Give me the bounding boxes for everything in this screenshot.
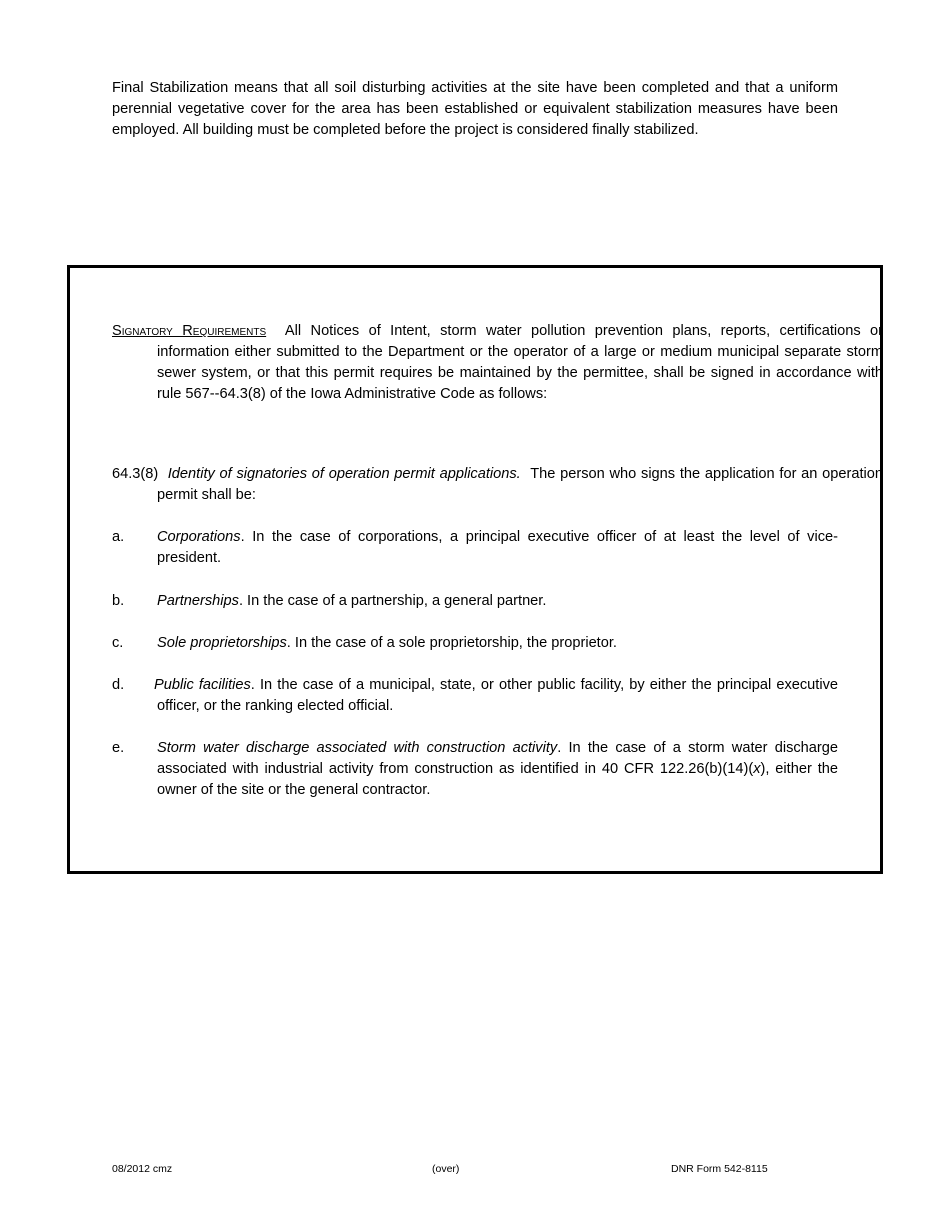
footer-date: 08/2012 cmz [112, 1163, 173, 1175]
list-item-d [112, 675, 838, 717]
list-item-term: Partnerships [157, 593, 239, 609]
rule-text: The person who signs the application for an operation permit shall be: [157, 466, 884, 503]
rule-title: Identity of signatories of operation permit applications. [167, 466, 521, 482]
list-item-letter: d. [112, 677, 125, 693]
list-item-a [112, 527, 838, 569]
list-item-e [112, 738, 838, 801]
rule-paragraph [112, 464, 883, 506]
signatory-intro-paragraph [112, 321, 883, 405]
footer-form-number: DNR Form 542-8115 [671, 1163, 768, 1175]
list-item-term: Sole proprietorships [157, 635, 287, 651]
rule-number: 64.3(8) [112, 466, 159, 482]
list-item-term: Storm water discharge associated with construction activity [157, 740, 558, 756]
list-item-text: . In the case of a storm water discharge associated with industrial activity from construction as identified in 40 CFR 122.26(b)(14)( [157, 740, 838, 777]
final-stabilization-paragraph: Final Stabilization means that all soil disturbing activities at the site have been completed and that a uniform perennial vegetative cover for the area has been established or equivalent stabilization measures have been employed. All building must be completed before the project is considered finally stabilized. [112, 80, 838, 138]
list-item-text-end: ), either the owner of the site or the general contractor. [157, 761, 838, 798]
list-item-term: Public facilities [154, 677, 251, 693]
list-item-text: . In the case of a municipal, state, or other public facility, by either the principal executive officer, or the ranking elected official. [157, 677, 838, 714]
list-item-b [112, 591, 838, 612]
signatory-heading: Signatory Requirements [112, 323, 267, 339]
list-item-text: . In the case of a partnership, a general partner. [238, 593, 547, 609]
list-item-term: Corporations [157, 529, 241, 545]
footer-over: (over) [432, 1163, 460, 1175]
list-item-letter: c. [112, 635, 124, 651]
list-item-text-italic: x [753, 761, 761, 777]
list-item-letter: a. [112, 529, 125, 545]
list-item-text: . In the case of corporations, a principal executive officer of at least the level of vice-president. [157, 529, 838, 566]
list-item-letter: e. [112, 740, 125, 756]
list-item-c [112, 633, 838, 654]
list-item-letter: b. [112, 593, 125, 609]
list-item-text: . In the case of a sole proprietorship, the proprietor. [286, 635, 617, 651]
signatory-intro-text: All Notices of Intent, storm water pollution prevention plans, reports, certifications or information either submitted to the Department or the operator of a large or medium municipal separate storm sewer system, or that this permit requires be maintained by the permittee, shall be signed in accordance with rule 567--64.3(8) of the Iowa Administrative Code as follows: [157, 323, 884, 402]
